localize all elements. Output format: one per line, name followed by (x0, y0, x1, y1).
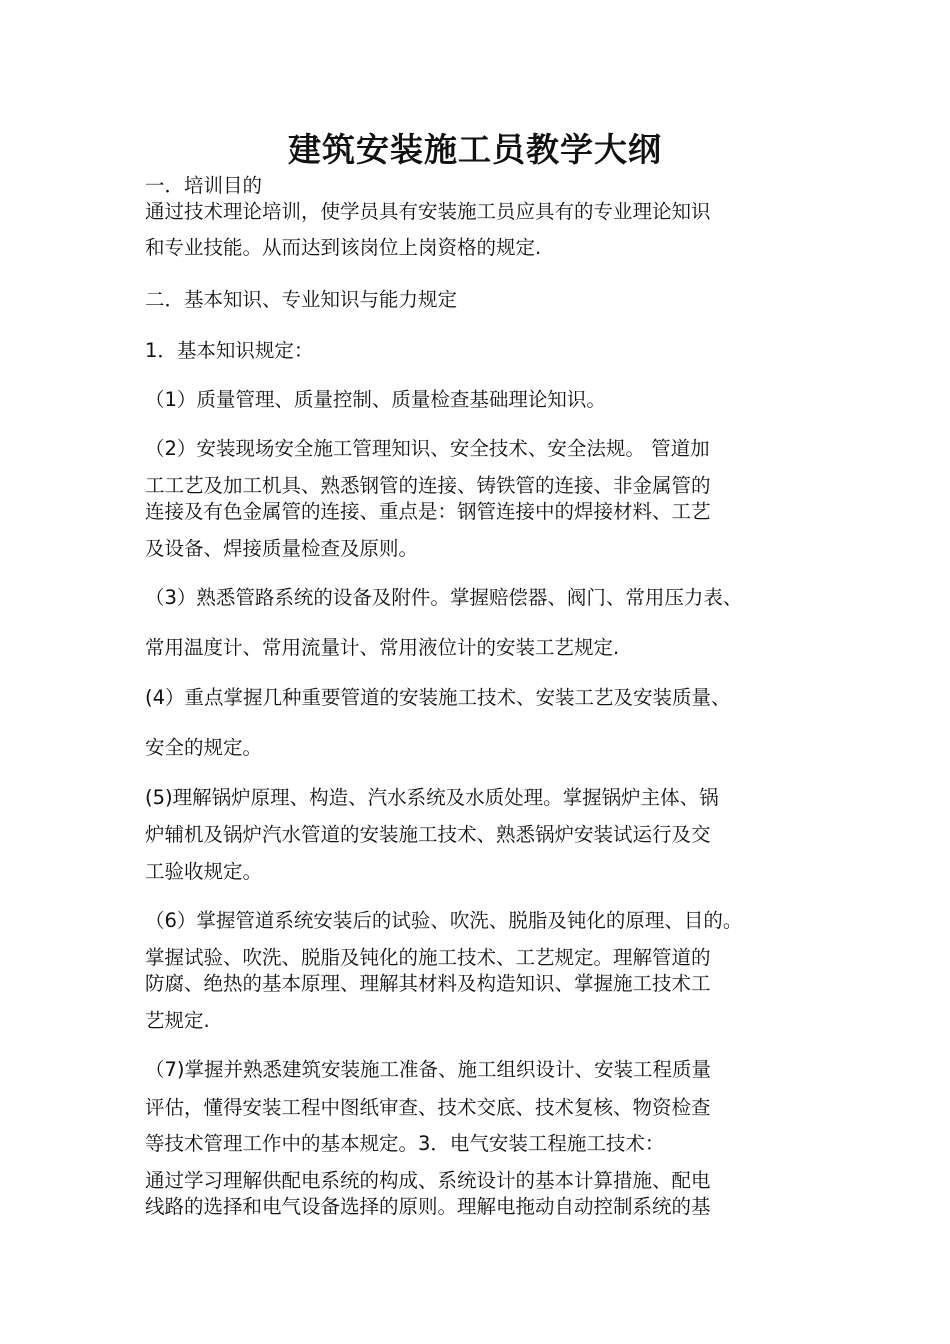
text-line: 工工艺及加工机具、熟悉钢管的连接、铸铁管的连接、非金属管的 (145, 474, 711, 497)
text-line: （6）掌握管道系统安装后的试验、吹洗、脱脂及钝化的原理、目的。 (145, 909, 743, 932)
text-line: 防腐、绝热的基本原理、理解其材料及构造知识、掌握施工技术工 (145, 972, 711, 995)
text-line: （1）质量管理、质量控制、质量检查基础理论知识。 (145, 388, 606, 411)
text-line: (5)理解锅炉原理、构造、汽水系统及水质处理。掌握锅炉主体、锅 (145, 786, 719, 809)
text-line: (4）重点掌握几种重要管道的安装施工技术、安装工艺及安装质量、 (145, 686, 731, 709)
text-line: （7)掌握并熟悉建筑安装施工准备、施工组织设计、安装工程质量 (145, 1058, 712, 1081)
text-line: 通过技术理论培训，使学员具有安装施工员应具有的专业理论知识 (145, 200, 711, 223)
text-line: （2）安装现场安全施工管理知识、安全技术、安全法规。 管道加 (145, 437, 710, 460)
text-line: 一．培训目的 (145, 174, 263, 197)
text-line: 艺规定. (145, 1009, 210, 1032)
text-line: 等技术管理工作中的基本规定。3．电气安装工程施工技术： (145, 1132, 665, 1155)
text-line: 常用温度计、常用流量计、常用液位计的安装工艺规定. (145, 636, 620, 659)
text-line: 连接及有色金属管的连接、重点是：钢管连接中的焊接材料、工艺 (145, 500, 711, 523)
text-line: 安全的规定。 (145, 736, 263, 759)
text-line: 掌握试验、吹洗、脱脂及钝化的施工技术、工艺规定。理解管道的 (145, 946, 711, 969)
document-title: 建筑安装施工员教学大纲 (288, 130, 662, 169)
text-line: 通过学习理解供配电系统的构成、系统设计的基本计算措施、配电 (145, 1169, 711, 1192)
text-line: 工验收规定。 (145, 860, 263, 883)
text-line: 1．基本知识规定： (145, 339, 314, 362)
text-line: 炉辅机及锅炉汽水管道的安装施工技术、熟悉锅炉安装试运行及交 (145, 823, 711, 846)
text-line: 及设备、焊接质量检查及原则。 (145, 537, 419, 560)
text-line: 线路的选择和电气设备选择的原则。理解电拖动自动控制系统的基 (145, 1195, 711, 1218)
text-line: （3）熟悉管路系统的设备及附件。掌握赔偿器、阀门、常用压力表、 (145, 586, 743, 609)
text-line: 和专业技能。从而达到该岗位上岗资格的规定. (145, 236, 542, 259)
text-line: 评估，懂得安装工程中图纸审查、技术交底、技术复核、物资检查 (145, 1096, 711, 1119)
text-line: 二．基本知识、专业知识与能力规定 (145, 288, 458, 311)
